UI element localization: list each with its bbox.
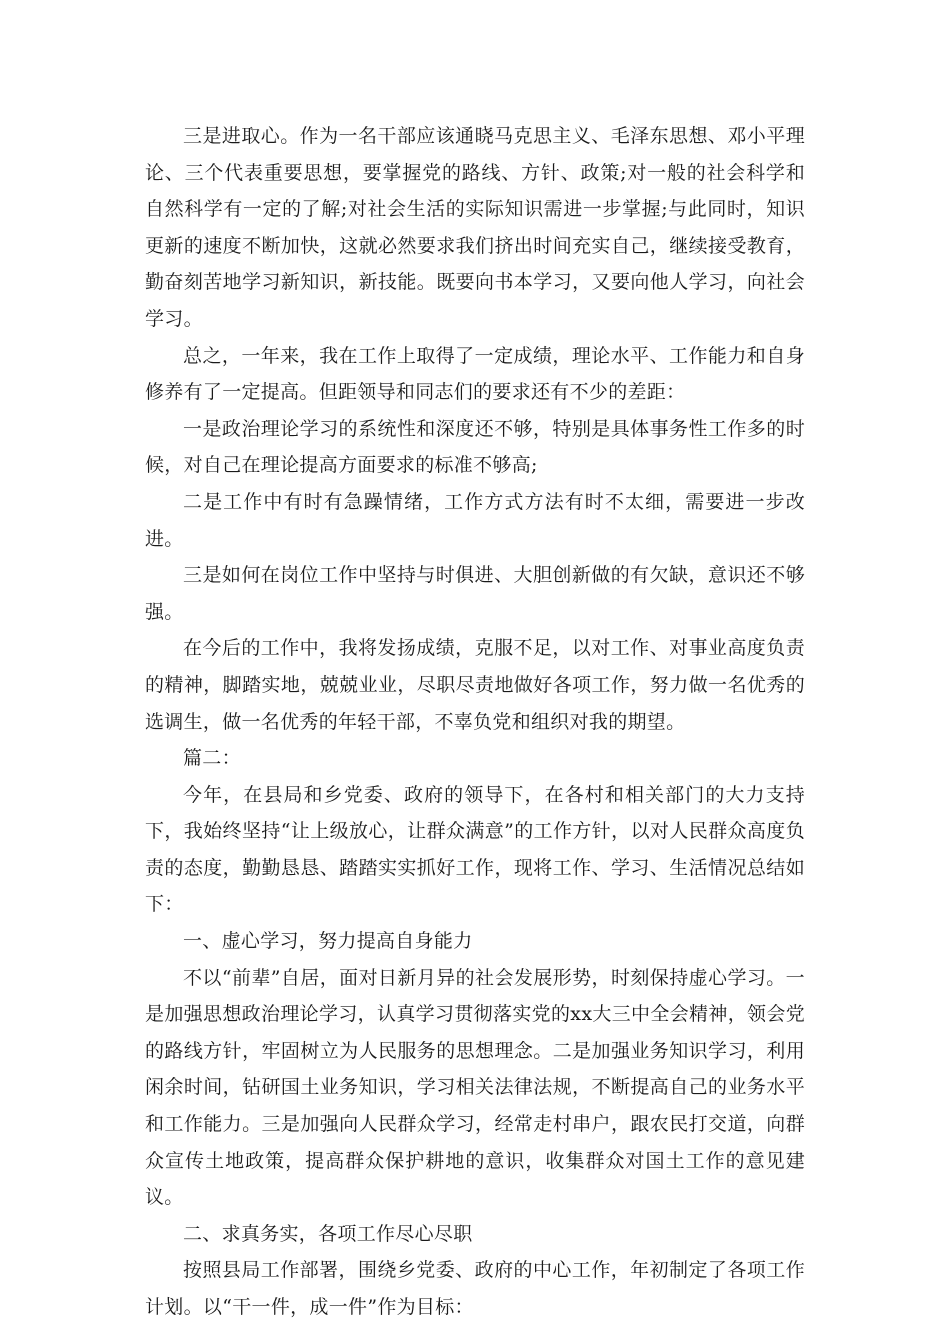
section-heading-study: 一、虚心学习，努力提高自身能力 (183, 930, 473, 953)
paragraph-future-work: 在今后的工作中，我将发扬成绩，克服不足，以对工作、对事业高度负责的精神，脚踏实地，兢兢业业，尽职尽责地做好各项工作，努力做一名优秀的选调生，做一名优秀的年轻干部，不辜负党和组织对我的期望。 (145, 637, 805, 733)
paragraph-gap-two: 二是工作中有时有急躁情绪，工作方式方法有时不太细，需要进一步改进。 (145, 490, 805, 550)
paragraph-study: 不以“前辈”自居，面对日新月异的社会发展形势，时刻保持虚心学习。一是加强思想政治理论学习，认真学习贯彻落实党的xx大三中全会精神，领会党的路线方针，牢固树立为人民服务的思想理念。二是加强业务知识学习，利用闲余时间，钻研国土业务知识，学习相关法律法规，不断提高自己的业务水平和工作能力。三是加强向人民群众学习，经常走村串户，跟农民打交道，向群众宣传土地政策，提高群众保护耕地的意识，收集群众对国土工作的意见建议。 (145, 966, 805, 1209)
document-body (145, 118, 805, 1326)
section-heading-work: 二、求真务实，各项工作尽心尽职 (183, 1222, 473, 1245)
paragraph-ambition: 三是进取心。作为一名干部应该通晓马克思主义、毛泽东思想、邓小平理论、三个代表重要思想，要掌握党的路线、方针、政策;对一般的社会科学和自然科学有一定的了解;对社会生活的实际知识需进一步掌握;与此同时，知识更新的速度不断加快，这就必然要求我们挤出时间充实自己，继续接受教育，勤奋刻苦地学习新知识，新技能。既要向书本学习，又要向他人学习，向社会学习。 (145, 125, 805, 330)
paragraph-summary: 总之，一年来，我在工作上取得了一定成绩，理论水平、工作能力和自身修养有了一定提高。但距领导和同志们的要求还有不少的差距： (145, 344, 805, 404)
section-heading-part-two: 篇二： (183, 747, 241, 770)
paragraph-intro: 今年，在县局和乡党委、政府的领导下，在各村和相关部门的大力支持下，我始终坚持“让上级放心，让群众满意”的工作方针，以对人民群众高度负责的态度，勤勤恳恳、踏踏实实抓好工作，现将工作、学习、生活情况总结如下： (145, 783, 805, 916)
paragraph-work-plan: 按照县局工作部署，围绕乡党委、政府的中心工作，年初制定了各项工作计划。以“干一件，成一件”作为目标： (145, 1259, 805, 1318)
paragraph-gap-three: 三是如何在岗位工作中坚持与时俱进、大胆创新做的有欠缺，意识还不够强。 (145, 564, 805, 623)
paragraph-gap-one: 一是政治理论学习的系统性和深度还不够，特别是具体事务性工作多的时候，对自己在理论提高方面要求的标准不够高; (145, 417, 805, 477)
